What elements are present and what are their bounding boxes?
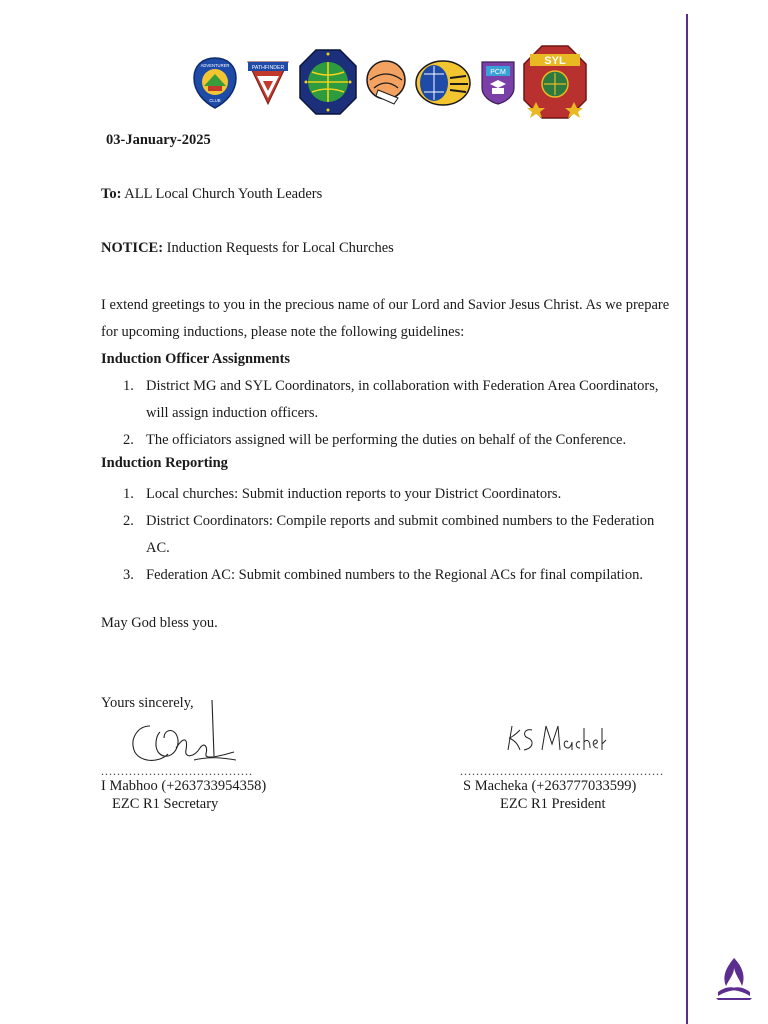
list-number: 1. bbox=[123, 378, 134, 394]
list-item bbox=[101, 562, 681, 589]
adventurer-club-logo bbox=[192, 56, 238, 110]
list-item-text: The officiators assigned will be performing the duties on behalf of the Conference. bbox=[146, 432, 627, 448]
secretary-signature bbox=[124, 698, 244, 770]
vertical-divider bbox=[686, 14, 688, 1024]
syl-logo bbox=[522, 44, 588, 120]
list-item-text: will assign induction officers. bbox=[146, 405, 319, 421]
reporting-list bbox=[101, 481, 681, 589]
list-item bbox=[101, 373, 681, 427]
signature-line-right: ................................................... bbox=[460, 764, 664, 778]
svg-text:PATHFINDER: PATHFINDER bbox=[251, 65, 285, 71]
to-label: To: bbox=[101, 186, 122, 202]
section-heading-assignments: Induction Officer Assignments bbox=[101, 351, 291, 367]
letter-date: 03-January-2025 bbox=[106, 132, 211, 148]
list-item-text: District MG and SYL Coordinators, in collaboration with Federation Area Coordinators, bbox=[146, 378, 659, 394]
list-item bbox=[101, 508, 681, 562]
pcm-logo bbox=[480, 60, 516, 106]
list-number: 1. bbox=[123, 486, 134, 502]
svg-text:SYL: SYL bbox=[544, 55, 566, 67]
sda-church-logo bbox=[712, 956, 756, 1002]
secretary-name: I Mabhoo (+263733954358) bbox=[101, 778, 267, 794]
intro-paragraph bbox=[101, 292, 681, 373]
master-guide-logo bbox=[298, 48, 358, 116]
list-item bbox=[101, 481, 681, 508]
intro-line: for upcoming inductions, please note the following guidelines: bbox=[101, 324, 465, 340]
list-item-text: Local churches: Submit induction reports to your District Coordinators. bbox=[146, 486, 562, 502]
list-number: 2. bbox=[123, 432, 134, 448]
president-title: EZC R1 President bbox=[500, 796, 606, 812]
blessing: May God bless you. bbox=[101, 615, 218, 631]
closing-salutation: Yours sincerely, bbox=[101, 695, 194, 711]
pathfinder-logo bbox=[246, 58, 290, 106]
list-item-text: District Coordinators: Compile reports and submit combined numbers to the Federation bbox=[146, 513, 655, 529]
notice-line bbox=[101, 240, 681, 257]
intro-line: I extend greetings to you in the precious name of our Lord and Savior Jesus Christ. As we prepare bbox=[101, 297, 670, 313]
notice-text: Induction Requests for Local Churches bbox=[163, 240, 394, 256]
list-item-text: AC. bbox=[146, 540, 170, 556]
president-signature bbox=[504, 720, 608, 756]
ministry-logos-row bbox=[190, 44, 590, 122]
assignments-list bbox=[101, 373, 681, 454]
secretary-title: EZC R1 Secretary bbox=[112, 796, 219, 812]
section-heading-reporting: Induction Reporting bbox=[101, 455, 228, 471]
svg-text:PCM: PCM bbox=[490, 69, 506, 76]
list-item bbox=[101, 427, 681, 454]
secretary-block bbox=[101, 777, 266, 813]
list-number: 3. bbox=[123, 567, 134, 583]
youth-ministry-logo bbox=[414, 58, 472, 108]
ambassadors-logo bbox=[364, 58, 408, 108]
recipient-line bbox=[101, 186, 681, 203]
recipient-text: ALL Local Church Youth Leaders bbox=[121, 186, 323, 202]
list-number: 2. bbox=[123, 513, 134, 529]
notice-label: NOTICE: bbox=[101, 240, 164, 256]
svg-text:ADVENTURER: ADVENTURER bbox=[200, 63, 230, 68]
signature-line-left: ...................................... bbox=[101, 764, 253, 778]
svg-text:CLUB: CLUB bbox=[209, 98, 221, 103]
president-block bbox=[463, 777, 636, 813]
list-item-text: Federation AC: Submit combined numbers to the Regional ACs for final compilation. bbox=[146, 567, 643, 583]
president-name: S Macheka (+263777033599) bbox=[463, 778, 637, 794]
